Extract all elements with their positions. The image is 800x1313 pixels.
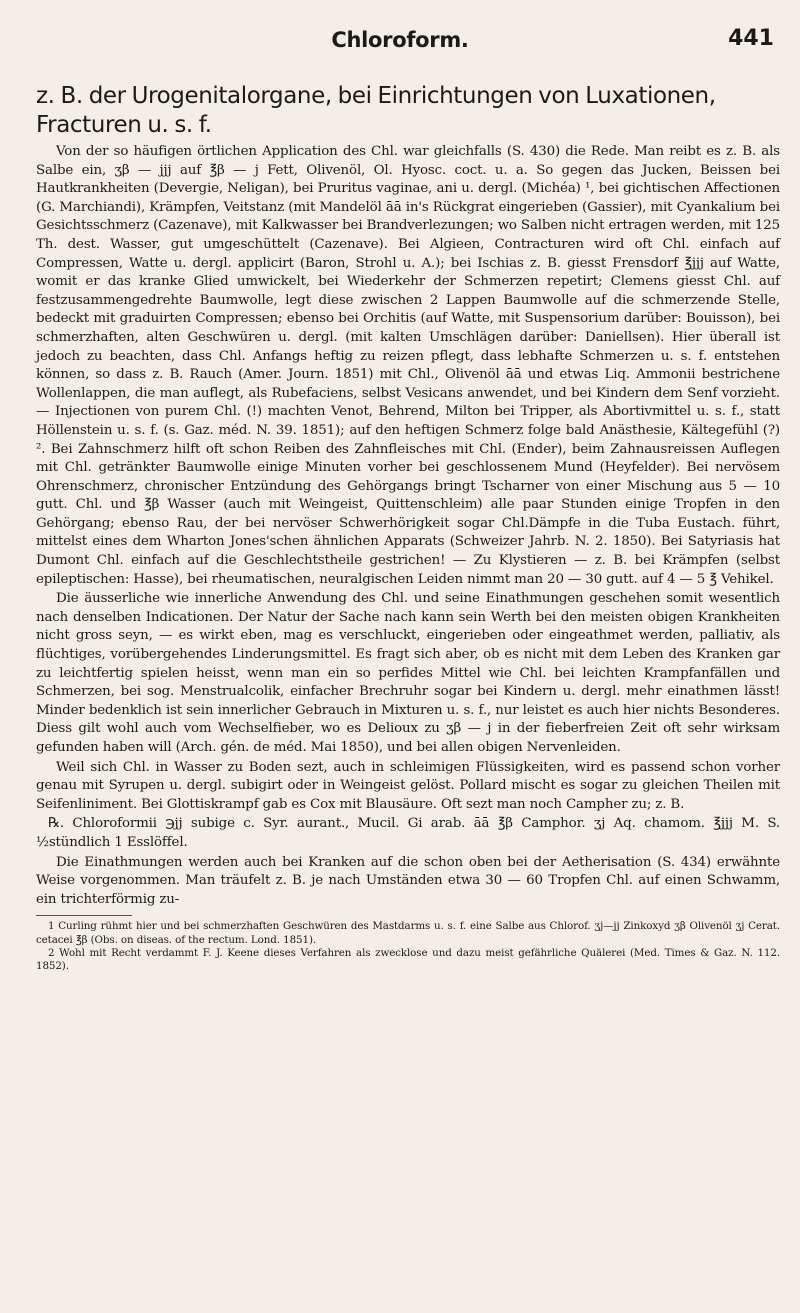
paragraph-inhalation: Die Einathmungen werden auch bei Kranken auf die schon oben bei der Aetherisation (S. 434) erwähnte Weise vorgenommen. Man träufelt z. B. je nach Umständen etwa 30 — 60 Tropfen Chl. auf einen Schwamm, ein trichterförmig zu-: [36, 854, 780, 907]
prescription: ℞. Chloroformii ℈jj subige c. Syr. aurant., Mucil. Gi arab. āā ℥β Camphor. ʒj Aq. chamom. ℥jjj M. S. ½stündlich 1 Esslöffel.: [36, 816, 780, 850]
running-title: Chloroform.: [331, 28, 469, 52]
page-number: 441: [728, 26, 774, 51]
paragraph-mixing: Weil sich Chl. in Wasser zu Boden sezt, auch in schleimigen Flüssigkeiten, wird es passend schon vorher genau mit Syrupen u. dergl. subigirt oder in Weingeist gelöst. Pollard mischt es sogar zu gleichen Theilen mit Seifenliniment. Bei Glottiskrampf gab es Cox mit Blausäure. Oft sezt man noch Campher zu; z. B.: [36, 759, 780, 812]
footnote-2: 2 Wohl mit Recht verdammt F. J. Keene dieses Verfahren als zwecklose und dazu meist gefährliche Quälerei (Med. Times & Gaz. N. 112. 1852).: [36, 946, 780, 972]
paragraph-local-application: Von der so häufigen örtlichen Application des Chl. war gleichfalls (S. 430) die Rede. Man reibt es z. B. als Salbe ein, ʒβ — jjj auf ℥β — j Fett, Olivenöl, Ol. Hyosc. coct. u. a. So gegen das Jucken, Beissen bei Hautkrankheiten (Devergie, Neligan), bei Pruritus vaginae, ani u. dergl. (Michéa) ¹, bei gichtischen Affectionen (G. Marchiandi), Krämpfen, Veitstanz (mit Mandelöl āā in's Rückgrat eingerieben (Gassier), mit Cyankalium bei Gesichtsschmerz (Cazenave), mit Kalkwasser bei Brandverlezungen; wo Salben nicht ertragen werden, mit 125 Th. dest. Wasser, gut umgeschüttelt (Cazenave). Bei Algieen, Contracturen wird oft Chl. einfach auf Compressen, Watte u. dergl. applicirt (Baron, Strohl u. A.); bei Ischias z. B. giesst Frensdorf ℥jjj auf Watte, womit er das kranke Glied umwickelt, bei Wiederkehr der Schmerzen repetirt; Clemens giesst Chl. auf festzusammengedrehte Baumwolle, legt diese zwischen 2 Lappen Baumwolle auf die schmerzende Stelle, bedeckt mit graduirten Compressen; ebenso bei Orchitis (auf Watte, mit Suspensorium darüber: Bouisson), bei schmerzhaften, alten Geschwüren u. dergl. (mit kalten Umschlägen darüber: Daniellsen). Hier überall ist jedoch zu beachten, dass Chl. Anfangs heftig zu reizen pflegt, dass lebhafte Schmerzen u. s. f. entstehen können, so dass z. B. Rauch (Amer. Journ. 1851) mit Chl., Olivenöl āā und etwas Liq. Ammonii bestrichene Wollenlappen, die man auflegt, als Rubefaciens, selbst Vesicans anwendet, und bei Kindern dem Senf vorzieht. — Injectionen von purem Chl. (!) machten Venot, Behrend, Milton bei Tripper, als Abortivmittel u. s. f., statt Höllenstein u. s. f. (s. Gaz. méd. N. 39. 1851); auf den heftigen Schmerz folge bald Anästhesie, Kältegefühl (?) ². Bei Zahnschmerz hilft oft schon Reiben des Zahnfleisches mit Chl. (Ender), beim Zahnausreissen Auflegen mit Chl. getränkter Baumwolle einige Minuten vorher bei geschlossenem Mund (Heyfelder). Bei nervösem Ohrenschmerz, chronischer Entzündung des Gehörgangs bringt Tscharner von einer Mischung aus 5 — 10 gutt. Chl. und ℥β Wasser (auch mit Weingeist, Quittenschleim) alle paar Stunden einige Tropfen in den Gehörgang; ebenso Rau, der bei nervöser Schwerhörigkeit sogar Chl.Dämpfe in die Tuba Eustach. führt, mittelst eines dem Wharton Jones'schen ähnlichen Apparats (Schweizer Jahrb. N. 2. 1850). Bei Satyriasis hat Dumont Chl. einfach auf die Geschlechtstheile gestrichen! — Zu Klystieren — z. B. bei Krämpfen (selbst epileptischen: Hasse), bei rheumatischen, neuralgischen Leiden nimmt man 20 — 30 gutt. auf 4 — 5 ℥ Vehikel.: [36, 144, 780, 587]
footnote-divider: [36, 915, 132, 916]
page-body: [36, 82, 780, 973]
paragraph-indications: Die äusserliche wie innerliche Anwendung des Chl. und seine Einathmungen geschehen somit wesentlich nach denselben Indicationen. Der Natur der Sache nach kann sein Werth bei den meisten obigen Krankheiten nicht gross seyn, — es wirkt eben, mag es verschluckt, eingerieben oder eingeathmet werden, palliativ, als flüchtiges, vorübergehendes Linderungsmittel. Es fragt sich aber, ob es nicht mit dem Leben des Kranken gar zu leichtfertig spielen heisst, wenn man ein so perfides Mittel wie Chl. bei leichten Krampfanfällen und Schmerzen, bei sog. Menstrualcolik, einfacher Brechruhr sogar bei Kindern u. dergl. mehr einathmen lässt! Minder bedenklich ist sein innerlicher Gebrauch in Mixturen u. s. f., nur leistet es auch hier nichts Besonderes. Diess gilt wohl auch vom Wechselfieber, wo es Delioux zu ʒβ — j in der fieberfreien Zeit oft sehr wirksam gefunden haben will (Arch. gén. de méd. Mai 1850), und bei allen obigen Nervenleiden.: [36, 591, 780, 755]
page-header: [0, 22, 800, 62]
footnote-1: 1 Curling rühmt hier und bei schmerzhaften Geschwüren des Mastdarms u. s. f. eine Salbe aus Chlorof. ʒj—jj Zinkoxyd ʒβ Olivenöl ʒj Cerat. cetacei ℥β (Obs. on diseas. of the rectum. Lond. 1851).: [36, 920, 780, 946]
section-heading: z. B. der Urogenitalorgane, bei Einrichtungen von Luxationen, Fracturen u. s. f.: [36, 83, 716, 138]
